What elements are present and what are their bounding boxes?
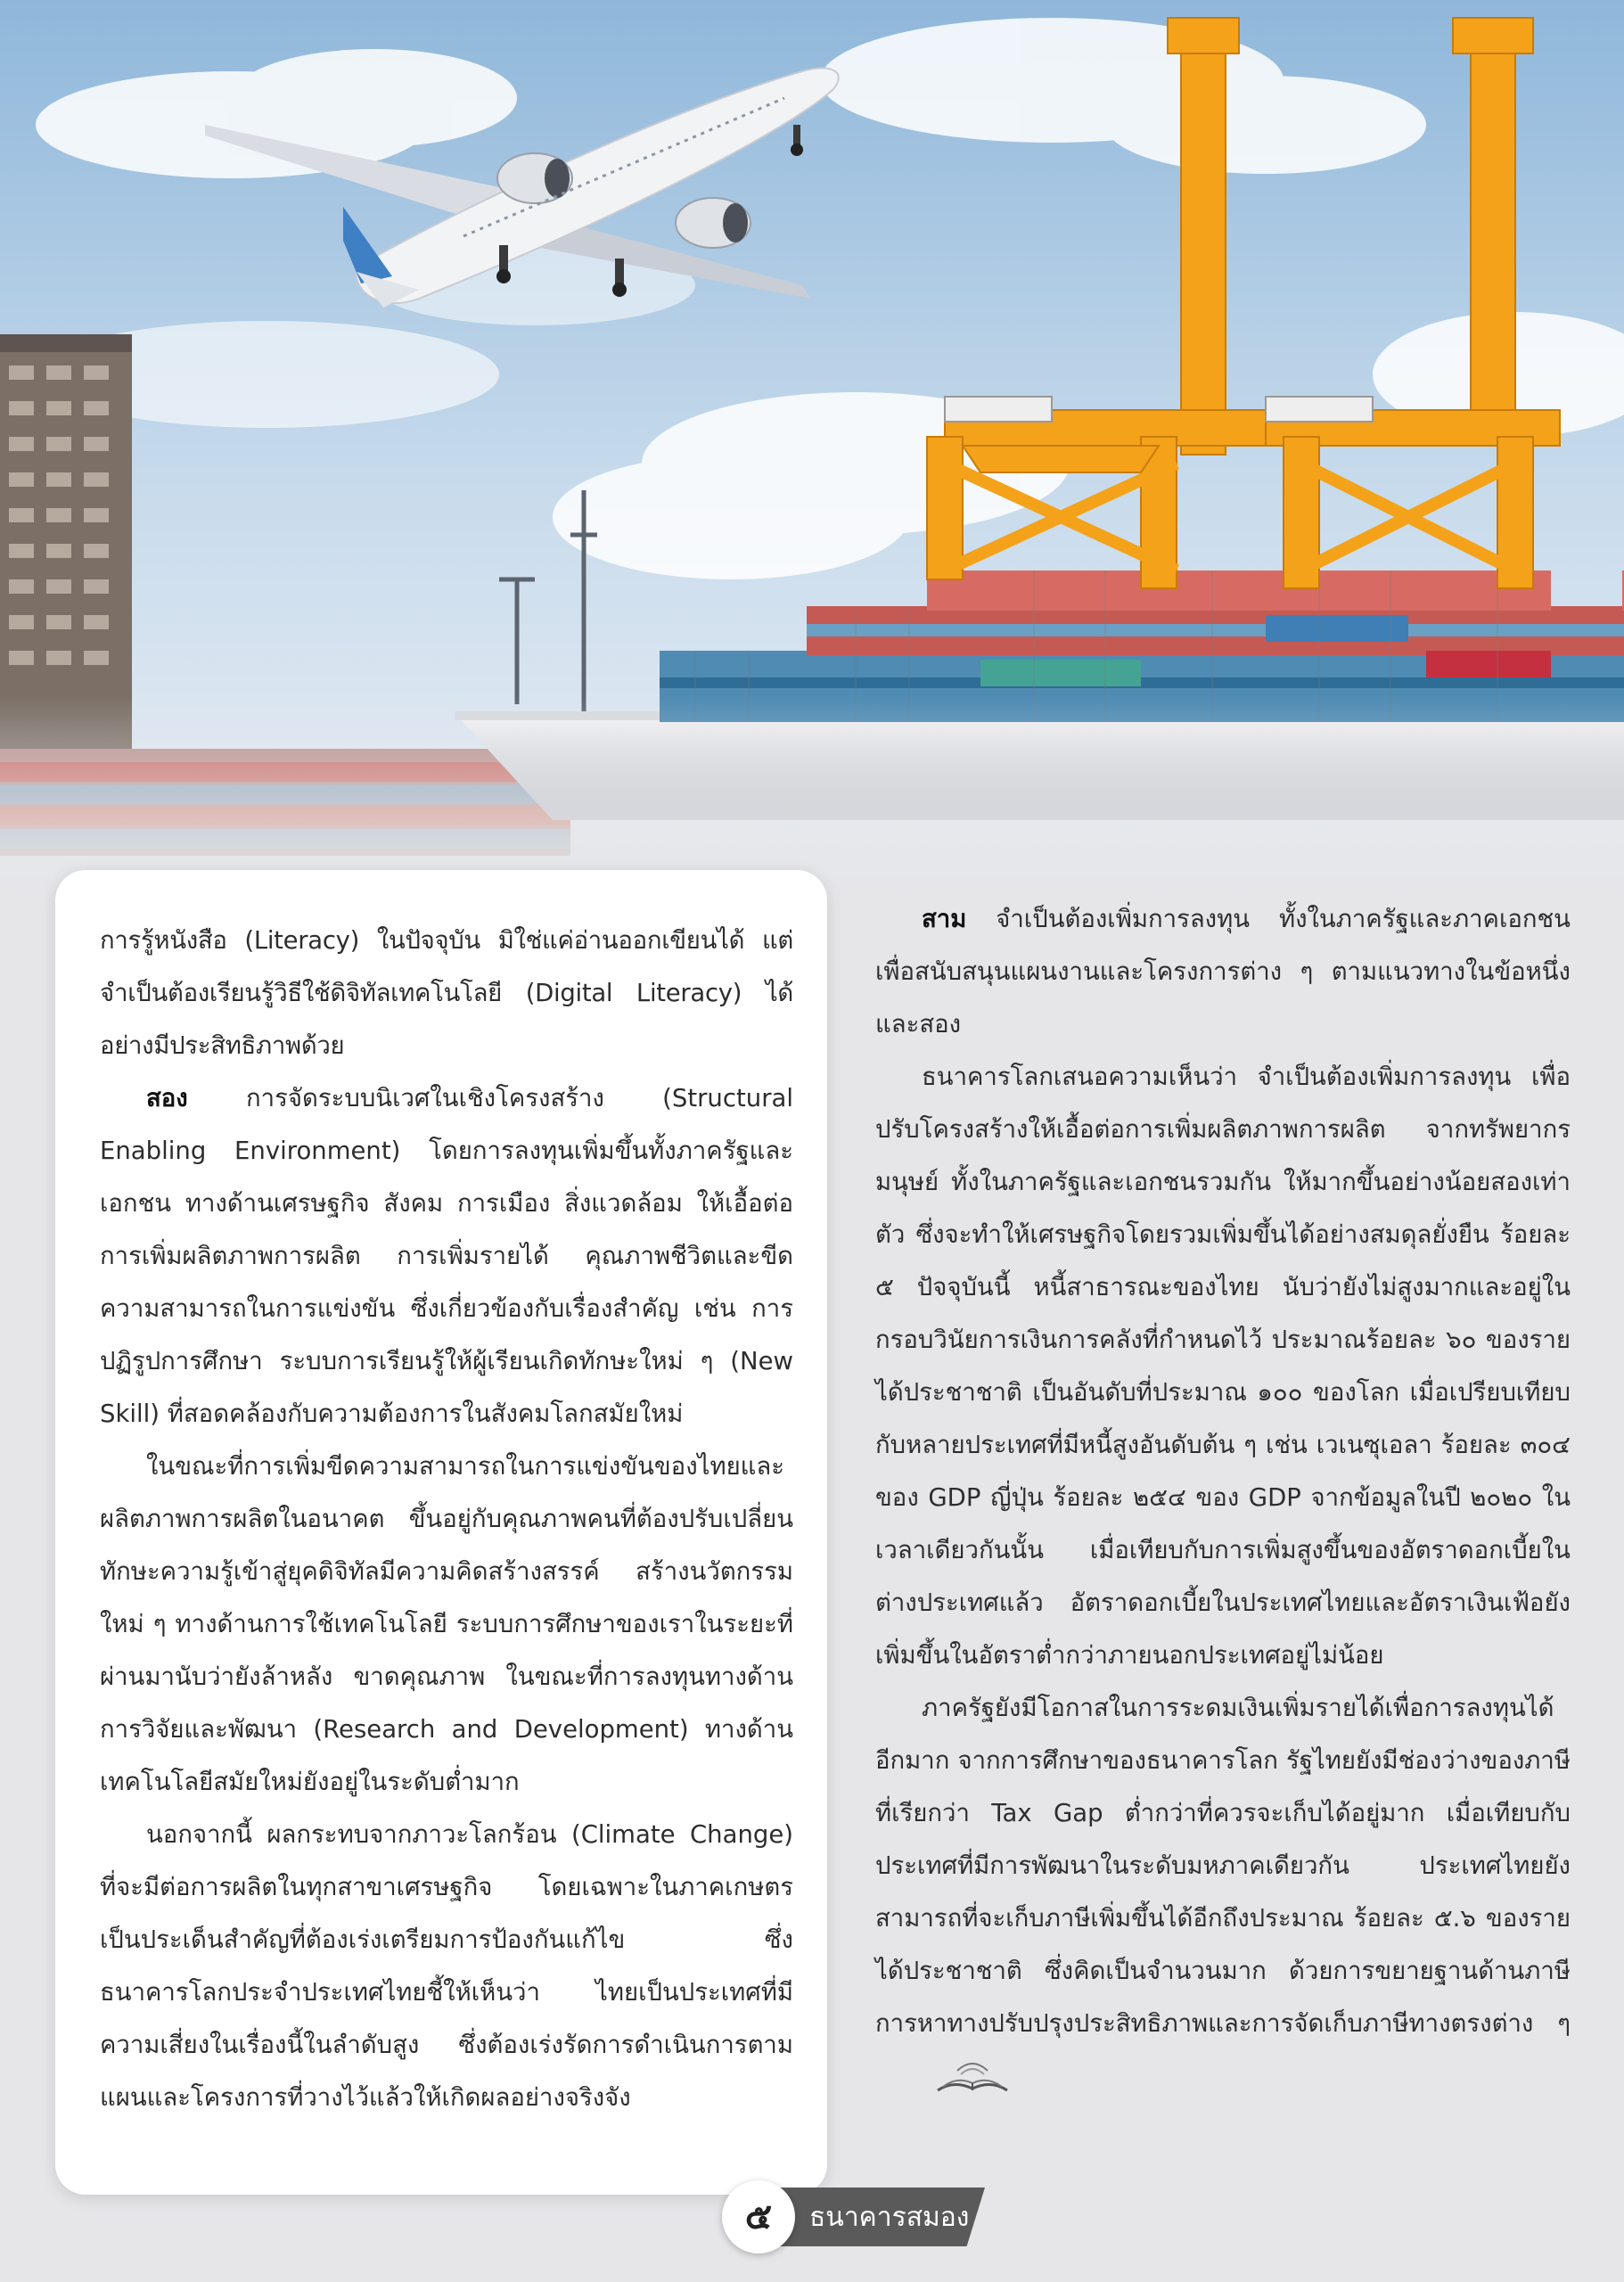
left-paragraph-1: การรู้หนังสือ (Literacy) ในปัจจุบัน มิใช่แค่อ่านออกเขียนได้ แต่จำเป็นต้องเรียนรู้วิธีใช้ดิจิทัลเทคโนโลยี (Digital Literacy) ได้อย่างมีประสิทธิภาพด้วย (100, 926, 793, 1060)
left-paragraph-3: ในขณะที่การเพิ่มขีดความสามารถในการแข่งขันของไทยและผลิตภาพการผลิตในอนาคต ขึ้นอยู่กับคุณภาพคนที่ต้องปรับเปลี่ยนทักษะความรู้เข้าสู่ยุคดิจิทัลมีความคิดสร้างสรรค์ สร้างนวัตกรรมใหม่ ๆ ทางด้านการใช้เทคโนโลยี ระบบการศึกษาของเราในระยะที่ผ่านมานับว่ายังล้าหลัง ขาดคุณภาพ ในขณะที่การลงทุนทางด้านการวิจัยและพัฒนา (Research and Development) ทางด้านเทคโนโลยีสมัยใหม่ยังอยู่ในระดับต่ำมาก (100, 1452, 793, 1796)
right-paragraph-3 (875, 1682, 1571, 2103)
left-paragraph-2 (100, 1072, 793, 1441)
left-text-column (55, 870, 827, 2195)
page-number: ๕ (722, 2180, 795, 2253)
hero-illustration (0, 0, 1624, 891)
building-icon (0, 334, 132, 753)
right-paragraph-3-text: ภาครัฐยังมีโอกาสในการระดมเงินเพิ่มรายได้เพื่อการลงทุนได้อีกมาก จากการศึกษาของธนาคารโลก รัฐไทยยังมีช่องว่างของภาษี ที่เรียกว่า Tax Gap ต่ำกว่าที่ควรจะเก็บได้อยู่มาก เมื่อเทียบกับประเทศที่มีการพัฒนาในระดับมหภาคเดียวกัน ประเทศไทยยังสามารถที่จะเก็บภาษีเพิ่มขึ้นได้อีกถึงประมาณ ร้อยละ ๕.๖ ของรายได้ประชาชาติ ซึ่งคิดเป็นจำนวนมาก ด้วยการขยายฐานด้านภาษี การหาทางปรับปรุงประสิทธิภาพและการจัดเก็บภาษีทางตรงต่าง ๆ (875, 1694, 1571, 2038)
keyword-three: สาม (922, 905, 967, 933)
left-paragraph-2-text: การจัดระบบนิเวศในเชิงโครงสร้าง (Structural Enabling Environment) โดยการลงทุนเพิ่มขึ้นทั้งภาครัฐและเอกชน ทางด้านเศรษฐกิจ สังคม การเมือง สิ่งแวดล้อม ให้เอื้อต่อการเพิ่มผลิตภาพการผลิต การเพิ่มรายได้ คุณภาพชีวิตและขีดความสามารถในการแข่งขัน ซึ่งเกี่ยวข้องกับเรื่องสำคัญ เช่น การปฏิรูปการศึกษา ระบบการเรียนรู้ให้ผู้เรียนเกิดทักษะใหม่ ๆ (New Skill) ที่สอดคล้องกับความต้องการในสังคมโลกสมัยใหม่ (100, 1084, 793, 1428)
right-paragraph-1 (875, 893, 1571, 1051)
page-footer (722, 2180, 989, 2253)
publication-name: ธนาคารสมอง (809, 2202, 970, 2233)
left-paragraph-4: นอกจากนี้ ผลกระทบจากภาวะโลกร้อน (Climate Change) ที่จะมีต่อการผลิตในทุกสาขาเศรษฐกิจ โดยเฉพาะในภาคเกษตร เป็นประเด็นสำคัญที่ต้องเร่งเตรียมการป้องกันแก้ไข ซึ่งธนาคารโลกประจำประเทศไทยชี้ให้เห็นว่า ไทยเป็นประเทศที่มีความเสี่ยงในเรื่องนี้ในลำดับสูง ซึ่งต้องเร่งรัดการดำเนินการตามแผนและโครงการที่วางไว้แล้วให้เกิดผลอย่างจริงจัง (100, 1820, 793, 2112)
right-text-column (875, 893, 1571, 2159)
open-book-icon (888, 2055, 964, 2099)
keyword-two: สอง (146, 1084, 188, 1112)
right-paragraph-2: ธนาคารโลกเสนอความเห็นว่า จำเป็นต้องเพิ่มการลงทุน เพื่อปรับโครงสร้างให้เอื้อต่อการเพิ่มผลิตภาพการผลิต จากทรัพยากรมนุษย์ ทั้งในภาครัฐและเอกชนรวมกัน ให้มากขึ้นอย่างน้อยสองเท่าตัว ซึ่งจะทำให้เศรษฐกิจโดยรวมเพิ่มขึ้นได้อย่างสมดุลยั่งยืน ร้อยละ ๕ ปัจจุบันนี้ หนี้สาธารณะของไทย นับว่ายังไม่สูงมากและอยู่ในกรอบวินัยการเงินการคลังที่กำหนดไว้ ประมาณร้อยละ ๖๐ ของรายได้ประชาชาติ เป็นอันดับที่ประมาณ ๑๐๐ ของโลก เมื่อเปรียบเทียบกับหลายประเทศที่มีหนี้สูงอันดับต้น ๆ เช่น เวเนซุเอลา ร้อยละ ๓๐๔ ของ GDP ญี่ปุ่น ร้อยละ ๒๕๔ ของ GDP จากข้อมูลในปี ๒๐๒๐ ในเวลาเดียวกันนั้น เมื่อเทียบกับการเพิ่มสูงขึ้นของอัตราดอกเบี้ยในต่างประเทศแล้ว อัตราดอกเบี้ยในประเทศไทยและอัตราเงินเฟ้อยังเพิ่มขึ้นในอัตราต่ำกว่าภายนอกประเทศอยู่ไม่น้อย (875, 1063, 1571, 1670)
right-paragraph-1-text: จำเป็นต้องเพิ่มการลงทุน ทั้งในภาครัฐและภาคเอกชน เพื่อสนับสนุนแผนงานและโครงการต่าง ๆ ตามแนวทางในข้อหนึ่งและสอง (875, 905, 1571, 1038)
